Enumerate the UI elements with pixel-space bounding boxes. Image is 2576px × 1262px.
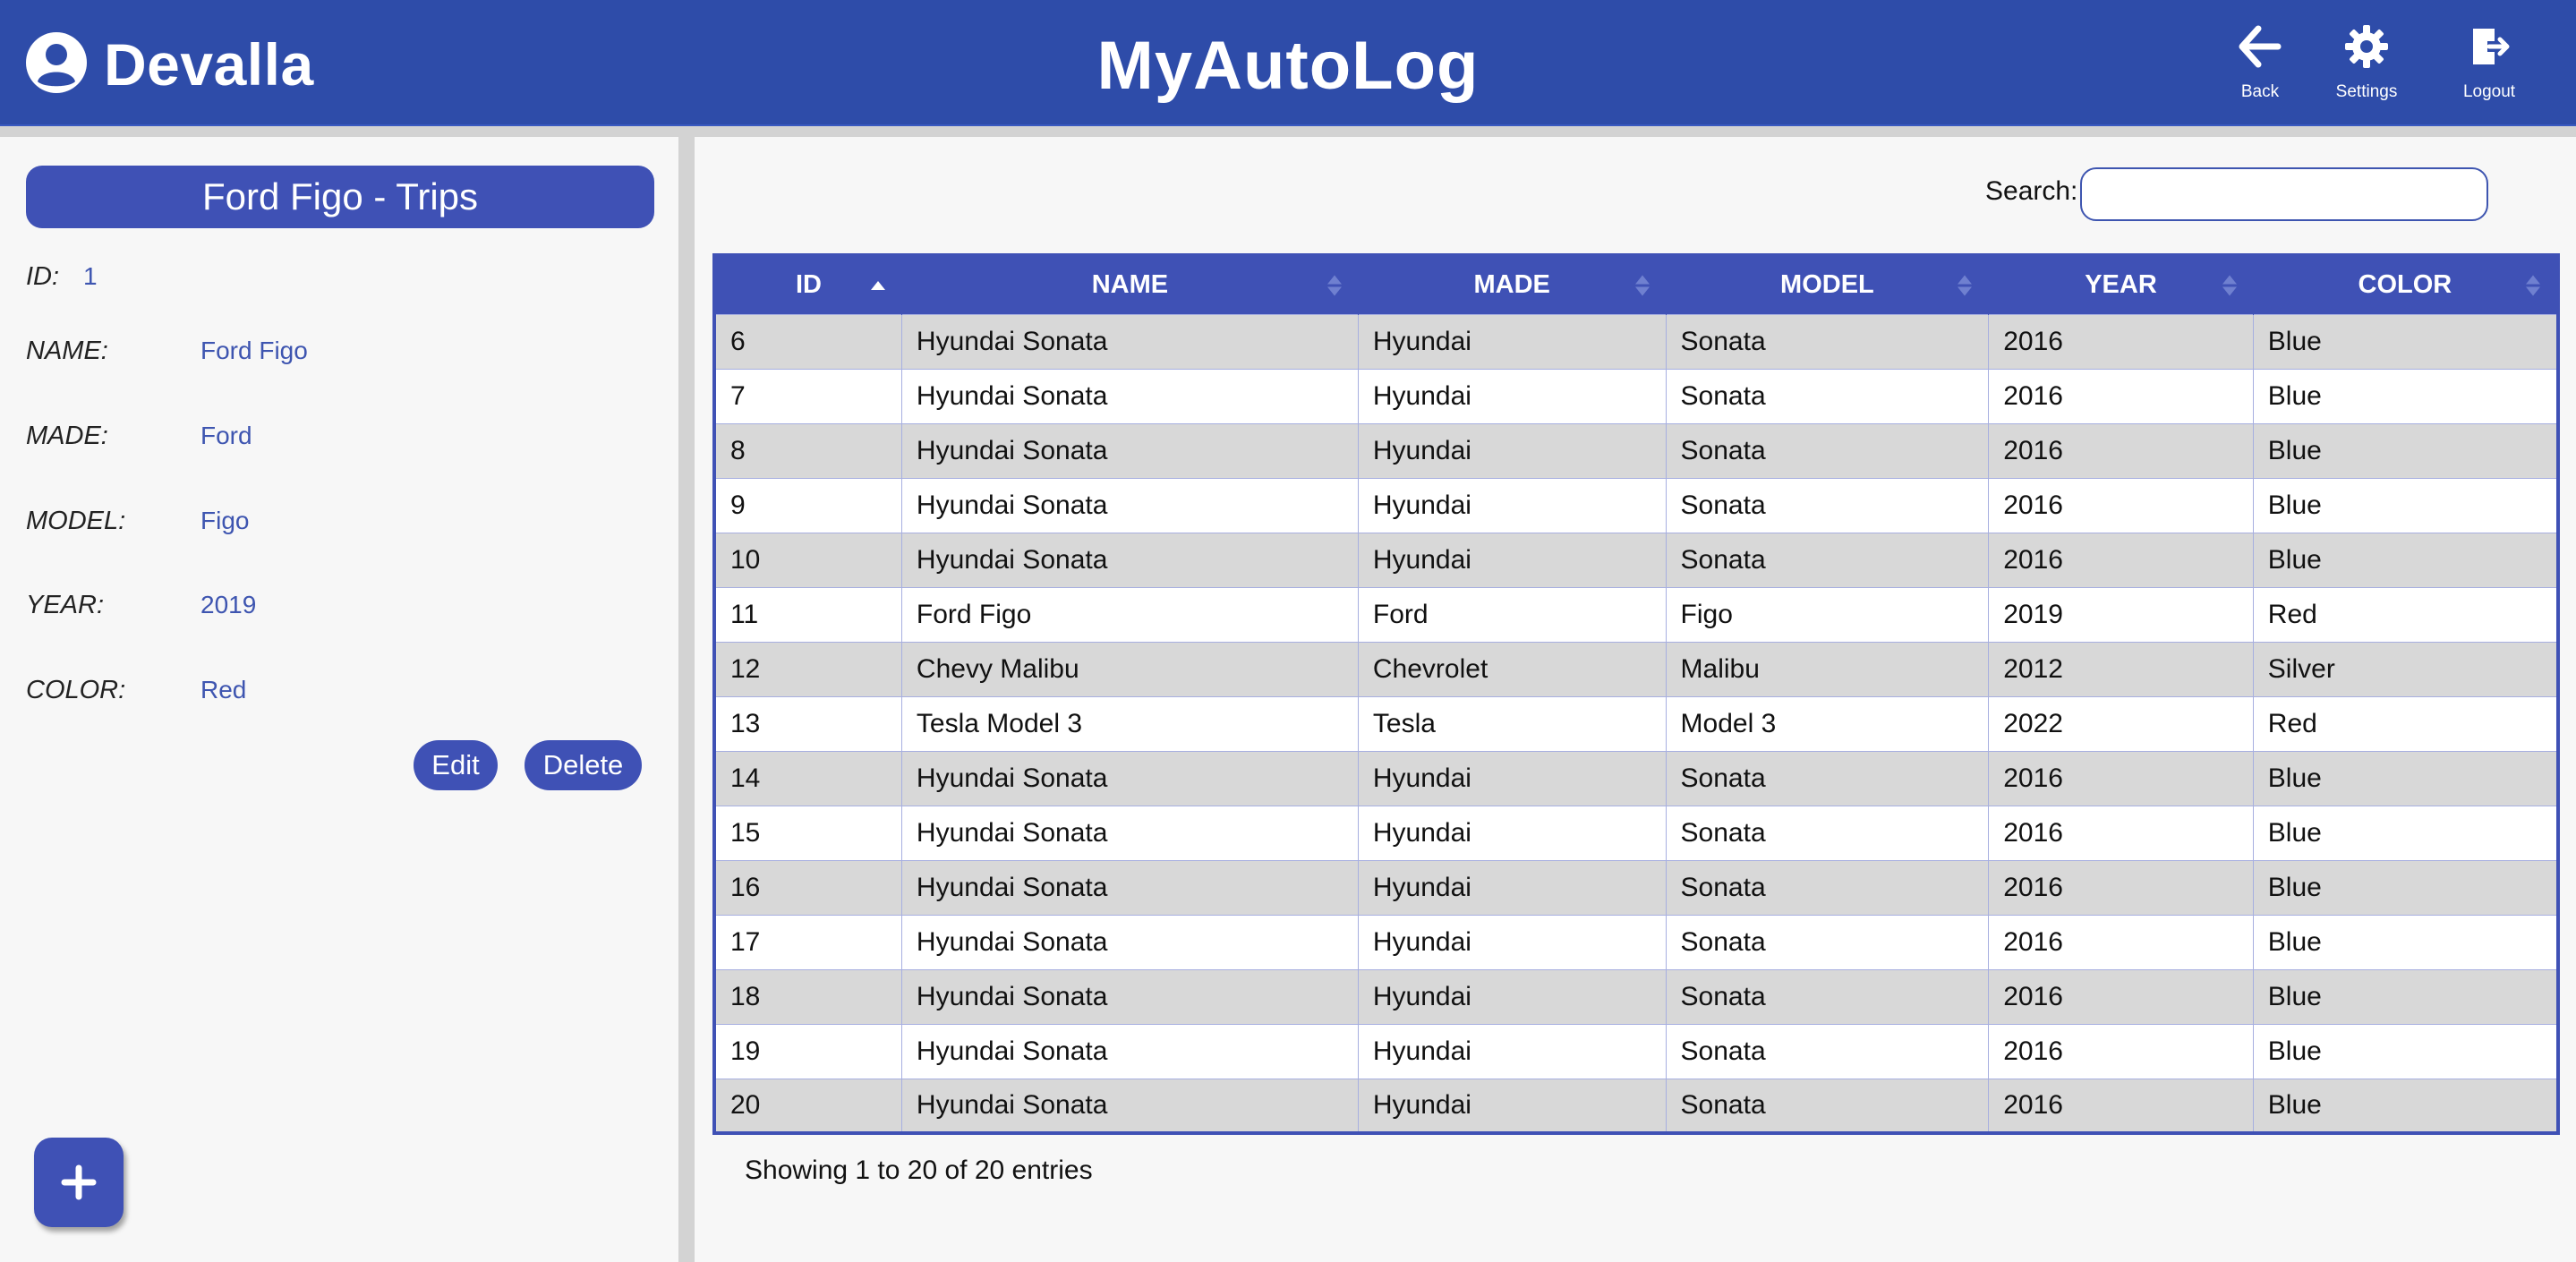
cell-name: Hyundai Sonata: [901, 860, 1358, 915]
sort-asc-icon: [871, 281, 885, 290]
detail-row-year: [26, 587, 257, 623]
table-row[interactable]: [714, 369, 2558, 423]
cell-color: Blue: [2253, 751, 2558, 806]
cell-name: Hyundai Sonata: [901, 806, 1358, 860]
table-row[interactable]: [714, 969, 2558, 1024]
column-header-label: COLOR: [2358, 270, 2452, 300]
cell-id: 18: [714, 969, 901, 1024]
cell-name: Hyundai Sonata: [901, 969, 1358, 1024]
table-info: Showing 1 to 20 of 20 entries: [745, 1155, 1093, 1185]
table-row[interactable]: [714, 806, 2558, 860]
cell-color: Blue: [2253, 1024, 2558, 1079]
cell-id: 15: [714, 806, 901, 860]
cell-made: Hyundai: [1358, 533, 1666, 587]
column-header-year[interactable]: [1989, 255, 2254, 314]
column-header-label: YEAR: [2085, 270, 2157, 300]
cell-year: 2016: [1989, 751, 2254, 806]
column-header-label: MADE: [1473, 270, 1550, 300]
cell-year: 2022: [1989, 696, 2254, 751]
logout-button[interactable]: [2440, 23, 2538, 109]
column-header-name[interactable]: [901, 255, 1358, 314]
vehicle-title: Ford Figo - Trips: [26, 166, 654, 228]
cell-name: Hyundai Sonata: [901, 369, 1358, 423]
sort-icon: [1635, 275, 1650, 295]
cell-color: Blue: [2253, 915, 2558, 969]
table-row[interactable]: [714, 751, 2558, 806]
detail-label: YEAR:: [26, 590, 105, 619]
column-header-label: ID: [795, 270, 822, 300]
cell-made: Hyundai: [1358, 1079, 1666, 1133]
cell-id: 6: [714, 314, 901, 369]
detail-value: 2019: [200, 591, 257, 618]
cell-id: 13: [714, 696, 901, 751]
cell-color: Blue: [2253, 369, 2558, 423]
cell-name: Hyundai Sonata: [901, 533, 1358, 587]
cell-id: 9: [714, 478, 901, 533]
cell-color: Blue: [2253, 533, 2558, 587]
cell-id: 8: [714, 423, 901, 478]
cell-year: 2016: [1989, 533, 2254, 587]
detail-value: Ford: [200, 422, 252, 449]
cell-name: Hyundai Sonata: [901, 915, 1358, 969]
cell-color: Blue: [2253, 423, 2558, 478]
cell-made: Hyundai: [1358, 915, 1666, 969]
app-title: MyAutoLog: [1096, 28, 1480, 104]
table-row[interactable]: [714, 1024, 2558, 1079]
table-header-row: [714, 255, 2558, 314]
cell-name: Hyundai Sonata: [901, 478, 1358, 533]
sort-icon: [1958, 275, 1972, 295]
cell-year: 2019: [1989, 587, 2254, 642]
cell-made: Hyundai: [1358, 751, 1666, 806]
cell-name: Tesla Model 3: [901, 696, 1358, 751]
detail-row-name: [26, 333, 308, 369]
cell-year: 2016: [1989, 915, 2254, 969]
search-label: Search:: [1985, 176, 2078, 206]
cell-year: 2016: [1989, 423, 2254, 478]
cell-color: Red: [2253, 696, 2558, 751]
detail-label: ID:: [26, 261, 60, 291]
cell-made: Tesla: [1358, 696, 1666, 751]
cell-color: Blue: [2253, 1079, 2558, 1133]
cell-made: Hyundai: [1358, 969, 1666, 1024]
cell-model: Sonata: [1666, 915, 1989, 969]
cell-model: Sonata: [1666, 478, 1989, 533]
cell-name: Hyundai Sonata: [901, 751, 1358, 806]
column-header-id[interactable]: [714, 255, 901, 314]
table-row[interactable]: [714, 642, 2558, 696]
cell-year: 2016: [1989, 860, 2254, 915]
cell-id: 20: [714, 1079, 901, 1133]
cell-made: Hyundai: [1358, 314, 1666, 369]
column-header-label: NAME: [1091, 270, 1169, 300]
cell-year: 2016: [1989, 314, 2254, 369]
cell-id: 14: [714, 751, 901, 806]
cell-model: Sonata: [1666, 314, 1989, 369]
vehicles-table: [712, 253, 2560, 1135]
cell-name: Hyundai Sonata: [901, 1079, 1358, 1133]
cell-model: Sonata: [1666, 751, 1989, 806]
add-trip-button[interactable]: [34, 1138, 124, 1227]
cell-id: 11: [714, 587, 901, 642]
detail-label: NAME:: [26, 336, 108, 365]
table-row[interactable]: [714, 915, 2558, 969]
detail-label: MODEL:: [26, 506, 126, 535]
table-row[interactable]: [714, 587, 2558, 642]
cell-id: 16: [714, 860, 901, 915]
trips-panel: [695, 137, 2576, 1262]
cell-name: Hyundai Sonata: [901, 423, 1358, 478]
back-button[interactable]: [2211, 23, 2309, 109]
table-body: [714, 314, 2558, 1133]
cell-name: Chevy Malibu: [901, 642, 1358, 696]
brand-name: Devalla: [104, 31, 314, 98]
cell-made: Hyundai: [1358, 478, 1666, 533]
cell-model: Sonata: [1666, 1024, 1989, 1079]
cell-made: Ford: [1358, 587, 1666, 642]
cell-color: Silver: [2253, 642, 2558, 696]
vehicle-sidebar: [0, 137, 678, 1262]
search-input[interactable]: [2080, 167, 2488, 221]
gear-icon: [2343, 23, 2390, 70]
cell-color: Blue: [2253, 969, 2558, 1024]
detail-label: MADE:: [26, 421, 108, 450]
table-row[interactable]: [714, 533, 2558, 587]
cell-color: Blue: [2253, 806, 2558, 860]
detail-row-id: [26, 259, 98, 294]
column-header-made[interactable]: [1358, 255, 1666, 314]
cell-year: 2016: [1989, 1024, 2254, 1079]
detail-row-model: [26, 503, 250, 539]
cell-model: Sonata: [1666, 806, 1989, 860]
cell-name: Ford Figo: [901, 587, 1358, 642]
logout-icon: [2466, 23, 2512, 70]
cell-model: Malibu: [1666, 642, 1989, 696]
detail-value: Red: [200, 676, 247, 703]
cell-year: 2016: [1989, 969, 2254, 1024]
cell-model: Model 3: [1666, 696, 1989, 751]
plus-icon: [59, 1163, 98, 1202]
cell-color: Blue: [2253, 314, 2558, 369]
arrow-left-icon: [2237, 23, 2283, 70]
cell-year: 2016: [1989, 369, 2254, 423]
detail-row-color: [26, 672, 247, 708]
sort-icon: [2526, 275, 2540, 295]
cell-made: Chevrolet: [1358, 642, 1666, 696]
cell-id: 17: [714, 915, 901, 969]
cell-made: Hyundai: [1358, 369, 1666, 423]
app-header: [0, 0, 2576, 126]
cell-model: Sonata: [1666, 969, 1989, 1024]
cell-year: 2012: [1989, 642, 2254, 696]
cell-color: Blue: [2253, 860, 2558, 915]
cell-made: Hyundai: [1358, 806, 1666, 860]
table-row[interactable]: [714, 860, 2558, 915]
cell-color: Red: [2253, 587, 2558, 642]
cell-name: Hyundai Sonata: [901, 314, 1358, 369]
cell-name: Hyundai Sonata: [901, 1024, 1358, 1079]
edit-button[interactable]: Edit: [414, 740, 498, 790]
cell-id: 7: [714, 369, 901, 423]
column-header-model[interactable]: [1666, 255, 1989, 314]
detail-value: 1: [83, 262, 98, 290]
table-row[interactable]: [714, 1079, 2558, 1133]
cell-model: Figo: [1666, 587, 1989, 642]
cell-model: Sonata: [1666, 423, 1989, 478]
detail-value: Ford Figo: [200, 337, 308, 364]
settings-button[interactable]: [2317, 23, 2416, 109]
logout-label: Logout: [2462, 82, 2516, 101]
cell-year: 2016: [1989, 806, 2254, 860]
back-label: Back: [2240, 82, 2280, 101]
cell-id: 19: [714, 1024, 901, 1079]
cell-model: Sonata: [1666, 533, 1989, 587]
cell-id: 12: [714, 642, 901, 696]
cell-made: Hyundai: [1358, 1024, 1666, 1079]
cell-made: Hyundai: [1358, 423, 1666, 478]
detail-row-made: [26, 418, 252, 454]
delete-button[interactable]: Delete: [525, 740, 642, 790]
table-row[interactable]: [714, 696, 2558, 751]
cell-color: Blue: [2253, 478, 2558, 533]
table-row[interactable]: [714, 314, 2558, 369]
settings-label: Settings: [2335, 82, 2398, 101]
detail-label: COLOR:: [26, 675, 126, 704]
cell-year: 2016: [1989, 1079, 2254, 1133]
cell-model: Sonata: [1666, 1079, 1989, 1133]
cell-model: Sonata: [1666, 369, 1989, 423]
cell-made: Hyundai: [1358, 860, 1666, 915]
table-row[interactable]: [714, 478, 2558, 533]
sort-icon: [2222, 275, 2237, 295]
detail-value: Figo: [200, 507, 250, 534]
column-header-color[interactable]: [2253, 255, 2558, 314]
cell-id: 10: [714, 533, 901, 587]
cell-year: 2016: [1989, 478, 2254, 533]
sort-icon: [1327, 275, 1342, 295]
column-header-label: MODEL: [1780, 270, 1874, 300]
cell-model: Sonata: [1666, 860, 1989, 915]
table-row[interactable]: [714, 423, 2558, 478]
